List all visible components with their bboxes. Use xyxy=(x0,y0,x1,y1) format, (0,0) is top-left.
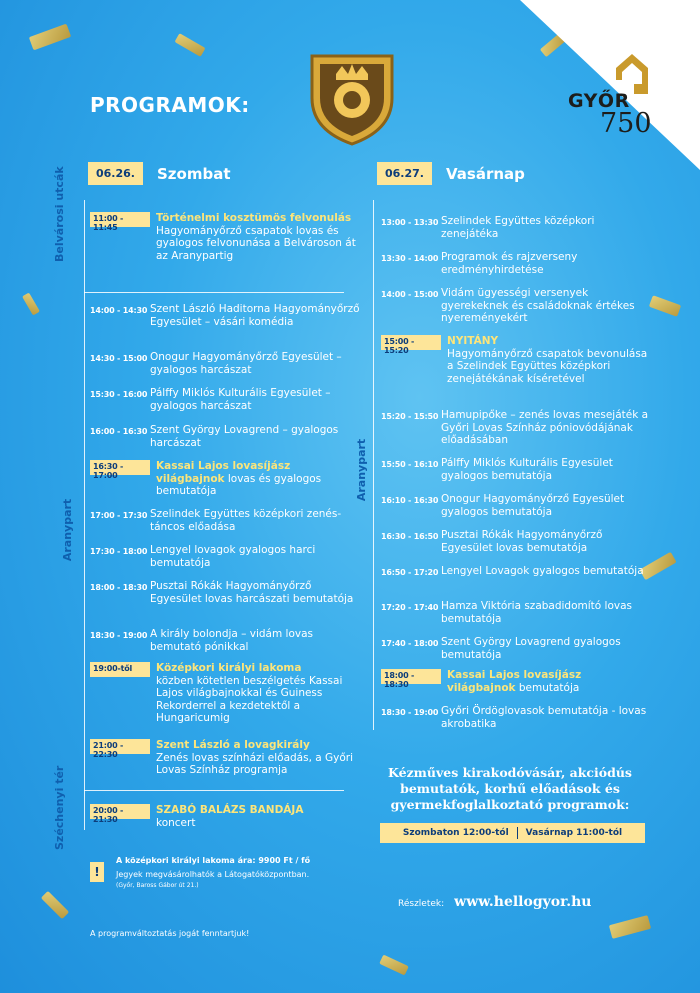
exclamation-icon: ! xyxy=(90,862,104,882)
event-row xyxy=(381,636,651,661)
event-row xyxy=(381,457,651,482)
event-title: Középkori királyi lakoma xyxy=(156,662,302,674)
location-aranypart-sunday: Aranypart xyxy=(355,438,368,502)
logo-word: GYŐR xyxy=(568,90,630,112)
event-row xyxy=(90,544,360,569)
event-time: 16:00 - 16:30 xyxy=(90,427,148,436)
confetti xyxy=(22,292,40,315)
confetti xyxy=(379,955,409,976)
fair-text: Kézműves kirakodóvásár, akciódús bemutatók, korhű előadások és gyermekfoglalkoztató programok: xyxy=(388,765,632,812)
event-description xyxy=(441,529,651,554)
event-text: Pálffy Miklós Kulturális Egyesület – gyalogos harcászat xyxy=(150,387,331,412)
opening-times xyxy=(380,823,645,843)
location-szechenyi: Széchenyi tér xyxy=(53,765,66,850)
event-time: 20:00 - 21:30 xyxy=(90,804,150,819)
event-description xyxy=(150,580,360,605)
event-description xyxy=(447,335,651,385)
saturday-header xyxy=(88,162,230,185)
event-text: Hamupipőke – zenés lovas mesejáték a Győri Lovas Színház póniovódájának előadásában xyxy=(441,409,649,446)
event-description xyxy=(156,662,360,725)
event-row xyxy=(90,351,360,376)
event-row xyxy=(381,493,651,518)
sunday-timeline xyxy=(373,200,374,730)
event-row xyxy=(90,303,360,328)
event-text: Szent György Lovagrend – gyalogos harcászat xyxy=(150,424,339,449)
event-row xyxy=(90,424,360,449)
event-text: A király bolondja – vidám lovas bemutató pónikkal xyxy=(150,628,314,653)
event-description xyxy=(156,804,303,829)
event-time: 17:20 - 17:40 xyxy=(381,603,439,612)
event-description xyxy=(441,457,651,482)
event-text: bemutatója xyxy=(515,681,580,694)
website-link[interactable]: www.hellogyor.hu xyxy=(454,894,592,910)
event-text: közben kötetlen beszélgetés Kassai Lajos világbajnokkal és Guiness Rekorderrel a kezdetektől a Hungaricumig xyxy=(156,674,343,724)
separator xyxy=(517,827,518,839)
details-label: Részletek: xyxy=(398,899,445,909)
event-time: 19:00-től xyxy=(90,662,150,677)
event-time: 11:00 - 11:45 xyxy=(90,212,150,227)
event-text: Szent László Haditorna Hagyományőrző Egyesület – vásári komédia xyxy=(150,303,360,328)
event-time: 15:50 - 16:10 xyxy=(381,460,439,469)
event-row xyxy=(90,508,360,533)
sunday-header xyxy=(377,162,525,185)
event-title: NYITÁNY xyxy=(447,335,499,347)
event-row xyxy=(90,387,360,412)
event-title: SZABÓ BALÁZS BANDÁJA xyxy=(156,804,304,816)
event-text: Zenés lovas színházi előadás, a Győri Lovas Színház programja xyxy=(156,751,354,776)
confetti xyxy=(609,915,651,939)
event-time: 18:30 - 19:00 xyxy=(381,708,439,717)
divider xyxy=(84,790,344,791)
event-text: koncert xyxy=(156,816,196,829)
event-text: Szelindek Együttes középkori zenés-táncos előadása xyxy=(150,508,342,533)
confetti xyxy=(41,891,69,919)
event-time: 17:00 - 17:30 xyxy=(90,511,148,520)
event-description xyxy=(150,303,360,328)
event-description xyxy=(150,424,360,449)
event-description xyxy=(150,628,360,653)
event-text: Győri Ördöglovasok bemutatója - lovas akrobatika xyxy=(441,705,647,730)
event-row xyxy=(90,804,360,829)
event-time: 18:30 - 19:00 xyxy=(90,631,148,640)
event-title: Szent László a lovagkirály xyxy=(156,739,310,751)
event-text: Szelindek Együttes középkori zenejátéka xyxy=(441,215,595,240)
event-description xyxy=(441,636,651,661)
event-text: Pusztai Rókák Hagyományőrző Egyesület lovas harcászati bemutatója xyxy=(150,580,354,605)
event-row xyxy=(381,669,651,694)
page-title: PROGRAMOK: xyxy=(90,93,250,117)
event-text: Onogur Hagyományőrző Egyesület – gyalogos harcászat xyxy=(150,351,342,376)
event-title: Történelmi kosztümös felvonulás xyxy=(156,212,352,224)
event-time: 14:00 - 15:00 xyxy=(381,290,439,299)
logo-number: 750 xyxy=(600,108,652,139)
details xyxy=(398,894,591,910)
event-row xyxy=(381,409,651,447)
event-row xyxy=(381,705,651,730)
confetti xyxy=(649,295,681,317)
event-row xyxy=(90,460,360,498)
event-time: 18:00 - 18:30 xyxy=(90,583,148,592)
event-time: 17:30 - 18:00 xyxy=(90,547,148,556)
event-description xyxy=(150,387,360,412)
event-description xyxy=(441,565,644,578)
event-title: Kassai Lajos lovasíjász világbajnok xyxy=(156,460,291,485)
event-description xyxy=(441,705,651,730)
event-time: 13:30 - 14:00 xyxy=(381,254,439,263)
event-row xyxy=(90,580,360,605)
event-description xyxy=(156,460,360,498)
saturday-opening: Szombaton 12:00-tól xyxy=(402,828,509,838)
event-row xyxy=(381,600,651,625)
event-text: Lengyel Lovagok gyalogos bemutatója xyxy=(441,565,644,577)
event-time: 16:30 - 17:00 xyxy=(90,460,150,475)
location-aranypart: Aranypart xyxy=(61,498,74,562)
note-address: (Győr, Baross Gábor út 21.) xyxy=(116,882,199,889)
event-text: Pálffy Miklós Kulturális Egyesület gyalogos bemutatója xyxy=(441,457,613,482)
crest-icon xyxy=(306,48,398,148)
event-row xyxy=(381,251,651,276)
saturday-name: Szombat xyxy=(156,164,231,183)
event-row xyxy=(90,662,360,725)
event-description xyxy=(447,669,651,694)
event-row xyxy=(381,335,651,385)
event-row xyxy=(381,287,651,325)
event-text: Hagyományőrző csapatok lovas és gyalogos felvonunása a Belvároson át az Aranypartig xyxy=(156,224,356,262)
event-description xyxy=(150,508,360,533)
sunday-name: Vasárnap xyxy=(445,164,525,183)
sunday-opening: Vasárnap 11:00-tól xyxy=(525,828,623,838)
event-time: 15:00 - 15:20 xyxy=(381,335,441,350)
event-row xyxy=(90,212,360,262)
event-row xyxy=(90,628,360,653)
event-description xyxy=(441,600,651,625)
sunday-date: 06.27. xyxy=(377,162,432,185)
event-time: 21:00 - 22:30 xyxy=(90,739,150,754)
event-time: 18:00 - 18:30 xyxy=(381,669,441,684)
event-time: 15:30 - 16:00 xyxy=(90,390,148,399)
event-time: 14:30 - 15:00 xyxy=(90,354,148,363)
saturday-date: 06.26. xyxy=(88,162,143,185)
event-text: Lengyel lovagok gyalogos harci bemutatója xyxy=(150,544,316,569)
event-text: Onogur Hagyományőrző Egyesület gyalogos bemutatója xyxy=(441,493,625,518)
event-description xyxy=(156,739,360,777)
event-text: Hagyományőrző csapatok bevonulása a Szelindek Együttes középkori zenejátékának kíséretével xyxy=(447,347,648,385)
note-price: A középkori királyi lakoma ára: 9900 Ft / fő xyxy=(116,856,311,865)
event-time: 15:20 - 15:50 xyxy=(381,412,439,421)
event-time: 14:00 - 14:30 xyxy=(90,306,148,315)
event-text: Pusztai Rókák Hagyományőrző Egyesület lovas bemutatója xyxy=(441,529,603,554)
divider xyxy=(84,292,344,293)
confetti xyxy=(175,33,206,57)
event-text: Szent György Lovagrend gyalogos bemutatója xyxy=(441,636,621,661)
disclaimer: A programváltoztatás jogát fenntartjuk! xyxy=(90,929,250,938)
event-description xyxy=(150,544,360,569)
event-description xyxy=(441,493,651,518)
event-text: lovas és gyalogos bemutatója xyxy=(156,472,322,497)
event-time: 16:10 - 16:30 xyxy=(381,496,439,505)
white-corner xyxy=(520,0,700,170)
event-title: Kassai Lajos lovasíjász világbajnok xyxy=(447,669,582,694)
event-description xyxy=(441,287,651,325)
event-description xyxy=(150,351,360,376)
event-text: Programok és rajzverseny eredményhirdetése xyxy=(441,251,578,276)
note-tickets: Jegyek megvásárolhatók a Látogatóközpontban. xyxy=(116,870,310,879)
event-row xyxy=(381,565,651,578)
event-time: 16:30 - 16:50 xyxy=(381,532,439,541)
event-text: Hamza Viktória szabadidomító lovas bemutatója xyxy=(441,600,633,625)
confetti xyxy=(29,24,71,51)
event-time: 16:50 - 17:20 xyxy=(381,568,439,577)
event-row xyxy=(90,739,360,777)
event-description xyxy=(156,212,360,262)
event-row xyxy=(381,215,651,240)
location-belvaros: Belvárosi utcák xyxy=(53,166,66,262)
event-description xyxy=(441,409,651,447)
saturday-timeline xyxy=(84,200,85,830)
event-time: 13:00 - 13:30 xyxy=(381,218,439,227)
event-time: 17:40 - 18:00 xyxy=(381,639,439,648)
event-description xyxy=(441,251,651,276)
event-text: Vidám ügyességi versenyek gyerekeknek és családoknak értékes nyereményekért xyxy=(441,287,635,324)
event-row xyxy=(381,529,651,554)
event-description xyxy=(441,215,651,240)
